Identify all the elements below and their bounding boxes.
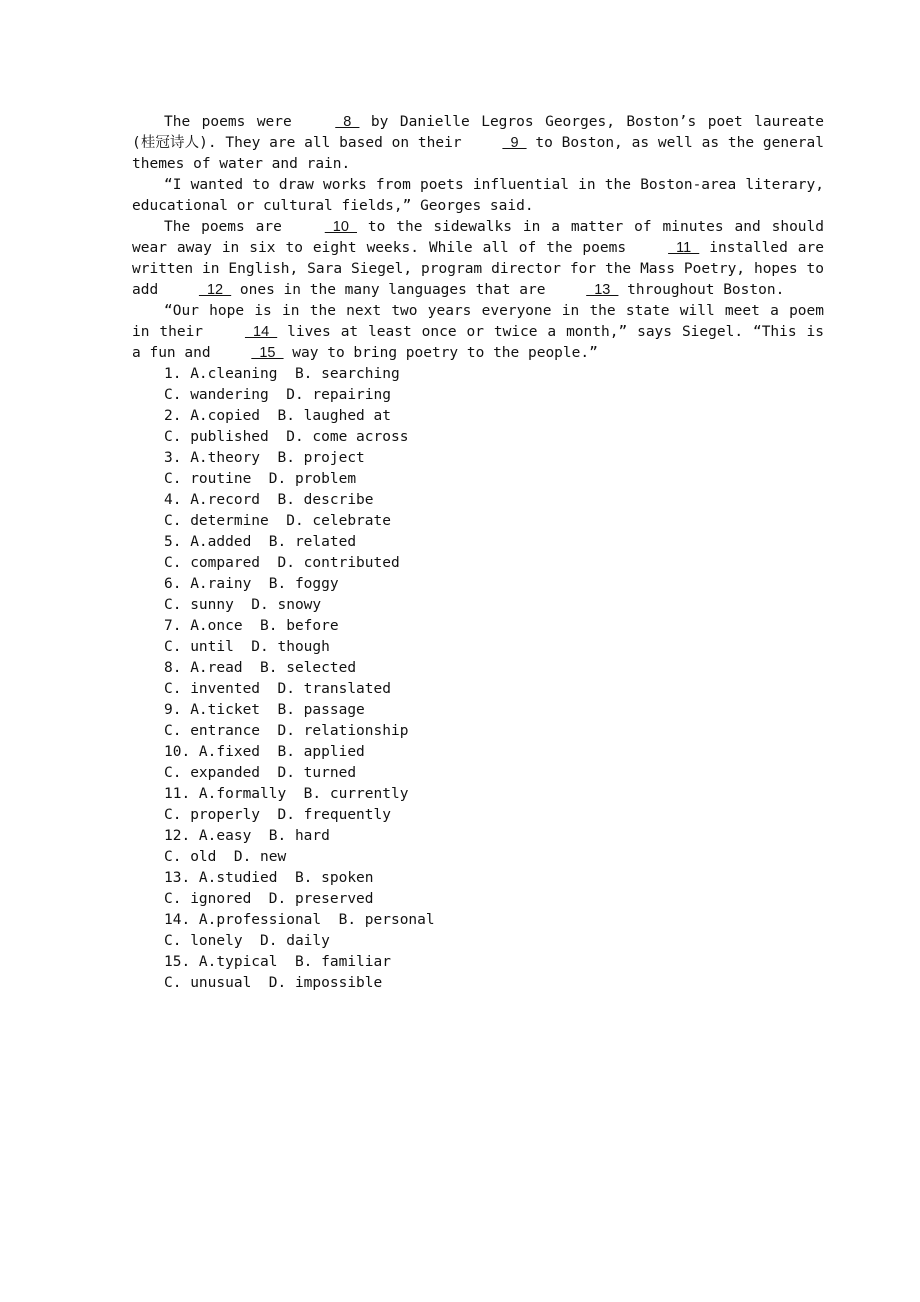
question-4-options-ab: 4. A.record B. describe xyxy=(164,492,374,508)
question-8-options-cd: C. invented D. translated xyxy=(164,681,391,697)
blank-13: 13 xyxy=(586,282,619,298)
question-15-options-ab: 15. A.typical B. familiar xyxy=(164,954,391,970)
blank-9: 9 xyxy=(502,135,527,151)
text: The poems are xyxy=(164,219,293,235)
passage-paragraph-1 xyxy=(132,112,824,175)
text: to the sidewalks in a matter of minutes and should wear away in six to eight weeks. While all of the poems xyxy=(132,219,824,256)
blank-15: 15 xyxy=(251,345,284,361)
question-14-options-ab: 14. A.professional B. personal xyxy=(164,912,435,928)
blank-12: 12 xyxy=(198,282,232,298)
question-6-options-ab: 6. A.rainy B. foggy xyxy=(164,576,339,592)
text: “I wanted to draw works from poets influential in the Boston-area literary, educational or cultural fields,” Georges said. xyxy=(132,177,824,214)
question-12-options-ab: 12. A.easy B. hard xyxy=(164,828,330,844)
question-7-options-ab: 7. A.once B. before xyxy=(164,618,339,634)
question-15-options-cd: C. unusual D. impossible xyxy=(164,975,383,991)
question-1-options-ab: 1. A.cleaning B. searching xyxy=(164,366,400,382)
question-1-options-cd: C. wandering D. repairing xyxy=(164,387,391,403)
question-6-options-cd: C. sunny D. snowy xyxy=(164,597,322,613)
blank-8: 8 xyxy=(335,114,360,130)
blank-14: 14 xyxy=(244,324,278,340)
passage-paragraph-4 xyxy=(132,301,824,364)
question-11-options-cd: C. properly D. frequently xyxy=(164,807,391,823)
text: ones in the many languages that are xyxy=(231,282,555,298)
text: The poems were xyxy=(164,114,304,130)
passage-paragraph-3 xyxy=(132,217,824,301)
blank-11: 11 xyxy=(668,240,700,256)
text: “Our hope is in the next two years everyone in the state will meet a poem in their xyxy=(132,303,824,340)
question-10-options-cd: C. expanded D. turned xyxy=(164,765,357,781)
question-13-options-cd: C. ignored D. preserved xyxy=(164,891,374,907)
question-14-options-cd: C. lonely D. daily xyxy=(164,933,330,949)
question-13-options-ab: 13. A.studied B. spoken xyxy=(164,870,374,886)
text: to Boston, as well as the general themes of water and rain. xyxy=(132,135,824,172)
question-8-options-ab: 8. A.read B. selected xyxy=(164,660,357,676)
question-9-options-cd: C. entrance D. relationship xyxy=(164,723,409,739)
question-3-options-ab: 3. A.theory B. project xyxy=(164,450,365,466)
question-4-options-cd: C. determine D. celebrate xyxy=(164,513,391,529)
question-10-options-ab: 10. A.fixed B. applied xyxy=(164,744,365,760)
question-7-options-cd: C. until D. though xyxy=(164,639,330,655)
question-12-options-cd: C. old D. new xyxy=(164,849,287,865)
question-3-options-cd: C. routine D. problem xyxy=(164,471,357,487)
text: installed are written in English, Sara Siegel, program director for the Mass Poetry, hopes to add xyxy=(132,240,824,298)
question-2-options-ab: 2. A.copied B. laughed at xyxy=(164,408,391,424)
text: way to bring poetry to the people.” xyxy=(283,345,598,361)
question-options xyxy=(132,364,824,994)
passage-paragraph-2 xyxy=(132,175,824,217)
question-11-options-ab: 11. A.formally B. currently xyxy=(164,786,409,802)
question-5-options-ab: 5. A.added B. related xyxy=(164,534,357,550)
blank-10: 10 xyxy=(324,219,357,235)
document-page xyxy=(132,112,824,994)
question-2-options-cd: C. published D. come across xyxy=(164,429,409,445)
text: throughout Boston. xyxy=(618,282,785,298)
text: lives at least once or twice a month,” says Siegel. “This is a fun and xyxy=(132,324,824,361)
text: by Danielle Legros Georges, Boston’s poet laureate (桂冠诗人). They are all based on their xyxy=(132,114,825,151)
question-9-options-ab: 9. A.ticket B. passage xyxy=(164,702,365,718)
question-5-options-cd: C. compared D. contributed xyxy=(164,555,400,571)
